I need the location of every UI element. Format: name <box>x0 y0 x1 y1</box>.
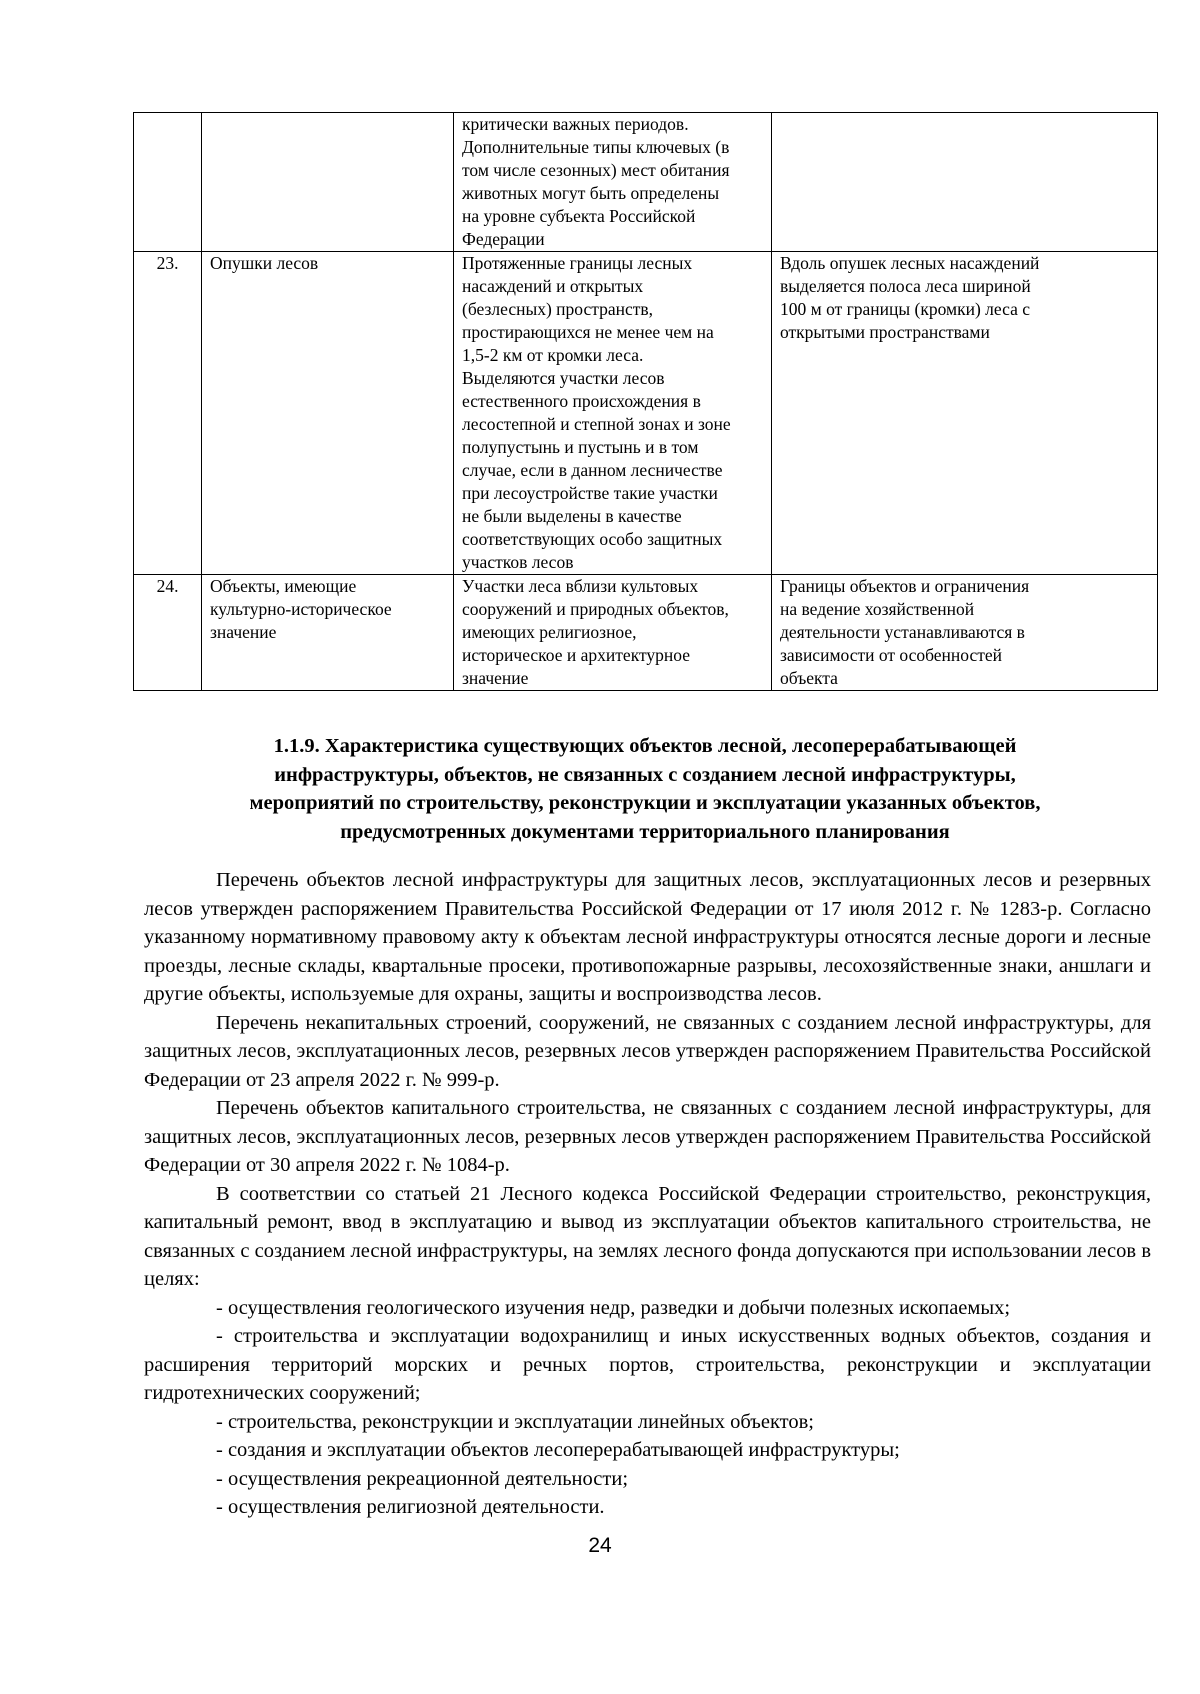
row-name-cell: Объекты, имеющие культурно-историческое значение <box>202 575 454 691</box>
section-heading-line: 1.1.9. Характеристика существующих объектов лесной, лесоперерабатывающей <box>273 735 1017 757</box>
row-description-cell: Участки леса вблизи культовых сооружений и природных объектов, имеющих религиозное, историческое и архитектурное значение <box>454 575 772 691</box>
body-paragraph: В соответствии со статьей 21 Лесного кодекса Российской Федерации строительство, реконструкция, капитальный ремонт, ввод в эксплуатацию и вывод из эксплуатации объектов капитального строительства, не связанных с созданием лесной инфраструктуры, на землях лесного фонда допускаются при использовании лесов в целях: <box>144 1182 1151 1290</box>
row-description-cell: Протяженные границы лесных насаждений и открытых (безлесных) пространств, простирающихся не менее чем на 1,5-2 км от кромки леса. Выделяются участки лесов естественного происхождения в лесостепной и степной зонах и зоне полупустынь и пустынь и в том случае, если в данном лесничестве при лесоустройстве такие участки не были выделены в качестве соответствующих особо защитных участков лесов <box>454 252 772 575</box>
row-number-cell: 23. <box>134 252 202 575</box>
row-number-cell <box>134 113 202 252</box>
protective-areas-table <box>133 112 1158 691</box>
body-paragraph: Перечень объектов капитального строительства, не связанных с созданием лесной инфраструктуры, для защитных лесов, эксплуатационных лесов, резервных лесов утвержден распоряжением Правительства Российской Федерации от 30 апреля 2022 г. № 1084-р. <box>144 1097 1151 1176</box>
section-body <box>144 866 1151 1522</box>
table-row <box>134 575 1158 691</box>
list-item: - создания и эксплуатации объектов лесоперерабатывающей инфраструктуры; <box>216 1439 900 1461</box>
body-paragraph: Перечень объектов лесной инфраструктуры для защитных лесов, эксплуатационных лесов и резервных лесов утвержден распоряжением Правительства Российской Федерации от 17 июля 2012 г. № 1283-р. Согласно указанному нормативному правовому акту к объектам лесной инфраструктуры относятся лесные дороги и лесные проезды, лесные склады, квартальные просеки, противопожарные разрывы, лесохозяйственные знаки, аншлаги и другие объекты, используемые для охраны, защиты и воспроизводства лесов. <box>144 869 1151 1005</box>
row-norm-cell: Вдоль опушек лесных насаждений выделяется полоса леса шириной 100 м от границы (кромки) леса с открытыми пространствами <box>772 252 1158 575</box>
table-row <box>134 113 1158 252</box>
row-name-cell <box>202 113 454 252</box>
section-heading-line: мероприятий по строительству, реконструкции и эксплуатации указанных объектов, <box>249 792 1041 814</box>
section-heading <box>133 732 1157 846</box>
list-item: - осуществления рекреационной деятельности; <box>216 1467 629 1490</box>
table-row <box>134 252 1158 575</box>
section-heading-line: предусмотренных документами территориального планирования <box>340 820 950 843</box>
row-name-cell: Опушки лесов <box>202 252 454 575</box>
list-item: - осуществления религиозной деятельности. <box>216 1496 605 1518</box>
page-number: 24 <box>588 1534 612 1557</box>
list-item: - строительства, реконструкции и эксплуатации линейных объектов; <box>216 1410 814 1433</box>
row-norm-cell: Границы объектов и ограничения на ведение хозяйственной деятельности устанавливаются в зависимости от особенностей объекта <box>772 575 1158 691</box>
list-item: - строительства и эксплуатации водохранилищ и иных искусственных водных объектов, создания и расширения территорий морских и речных портов, строительства, реконструкции и эксплуатации гидротехнических сооружений; <box>144 1325 1151 1404</box>
row-norm-cell <box>772 113 1158 252</box>
row-description-cell: критически важных периодов. Дополнительные типы ключевых (в том числе сезонных) мест обитания животных могут быть определены на уровне субъекта Российской Федерации <box>454 113 772 252</box>
list-item: - осуществления геологического изучения недр, разведки и добычи полезных ископаемых; <box>216 1296 1011 1319</box>
section-heading-line: инфраструктуры, объектов, не связанных с созданием лесной инфраструктуры, <box>274 763 1016 786</box>
body-paragraph: Перечень некапитальных строений, сооружений, не связанных с созданием лесной инфраструктуры, для защитных лесов, эксплуатационных лесов, резервных лесов утвержден распоряжением Правительства Российской Федерации от 23 апреля 2022 г. № 999-р. <box>144 1011 1151 1091</box>
row-number-cell: 24. <box>134 575 202 691</box>
